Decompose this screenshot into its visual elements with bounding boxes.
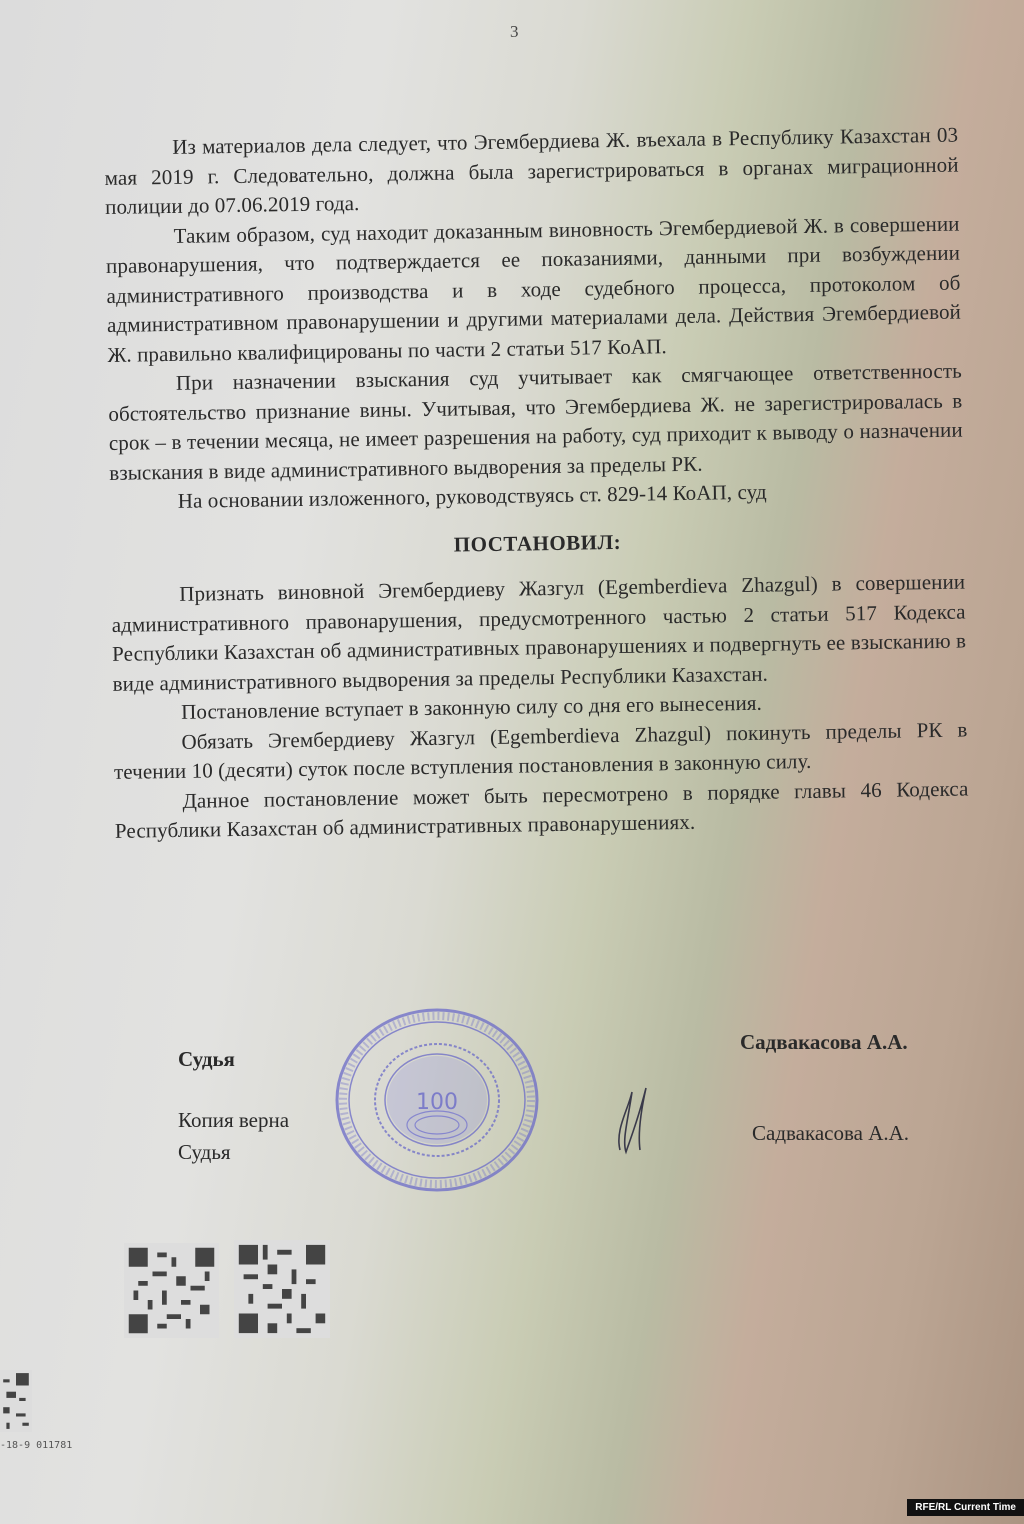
paragraph: На основании изложенного, руководствуясь ст. 829-14 КоАП, суд: [177, 479, 767, 513]
paragraph: Из материалов дела следует, что Эгембердиева Ж. въехала в Республику Казахстан 03 мая 2019 г. Следовательно, должна была зарегистрироваться в органах миграционной полиции до 07.06.2019 года.: [104, 122, 959, 219]
ruling-paragraph: Обязать Эгембердиеву Жазгул (Egemberdieva Zhazgul) покинуть пределы РК в течении 10 (десяти) суток после вступления постановления в законную силу.: [113, 717, 968, 784]
qr-code: [234, 1240, 330, 1338]
source-watermark: RFE/RL Current Time: [907, 1499, 1024, 1516]
ruling-paragraph: Данное постановление может быть пересмотрено в порядке главы 46 Кодекса Республики Казахстан об административных правонарушениях.: [114, 776, 969, 843]
paragraph: При назначении взыскания суд учитывает как смягчающее ответственность обстоятельство признание вины. Учитывая, что Эгембердиева Ж. не зарегистрировалась в срок – в течении месяца, не имеет разрешения на работу, суд приходит к выводу о назначении взыскания в виде административного выдворения за пределы РК.: [108, 358, 963, 485]
handwritten-signature: [610, 1080, 660, 1160]
ruling-paragraph: Постановление вступает в законную силу со дня его вынесения.: [180, 690, 763, 724]
qr-code: [0, 1370, 32, 1432]
copy-certification: [178, 1104, 289, 1168]
stamp-center-text: 100: [416, 1090, 458, 1115]
ruling-paragraph: Признать виновной Эгембердиеву Жазгул (Egemberdieva Zhazgul) в совершении административного правонарушения, предусмотренного частью 2 статьи 517 Кодекса Республики Казахстан об административных правонарушениях и подвергнуть ее взысканию в виде административного выдворения за пределы Республики Казахстан.: [111, 569, 967, 696]
ruling-heading: ПОСТАНОВИЛ:: [453, 529, 622, 557]
document-body: [104, 121, 969, 847]
copy-judge-name: Садвакасова А.А.: [752, 1121, 910, 1145]
paragraph: Таким образом, суд находит доказанным виновность Эгембердиевой Ж. в совершении правонарушения, что подтверждается ее показаниями, данными при возбуждении административного производства и в ходе судебного процесса, протоколом об административном правонарушении и другими материалами дела. Действия Эгембердиевой Ж. правильно квалифицированы по части 2 статьи 517 КоАП.: [105, 211, 962, 367]
judge-label: Судья: [178, 1047, 235, 1071]
court-seal-stamp: [330, 1005, 545, 1195]
copy-label: Копия верна: [178, 1108, 290, 1132]
qr-code: [124, 1243, 219, 1338]
copy-judge-label: Судья: [178, 1140, 231, 1164]
page-number: 3: [510, 22, 519, 41]
judge-name: Садвакасова А.А.: [740, 1030, 908, 1054]
document-code: -18-9 011781: [0, 1440, 73, 1451]
